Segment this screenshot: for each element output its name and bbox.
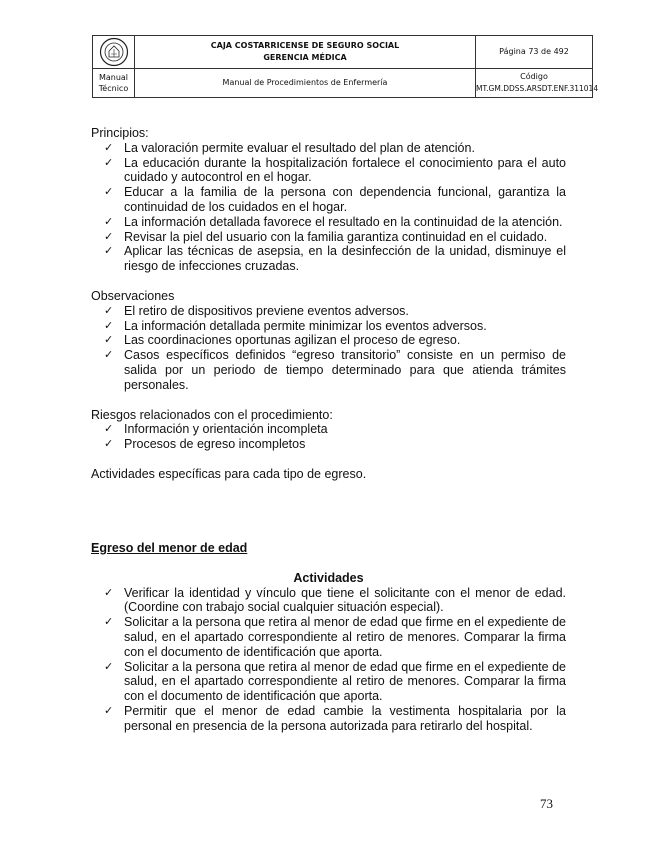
observaciones-list xyxy=(91,304,566,393)
page-number: 73 xyxy=(540,796,553,811)
list-item: ✓ Aplicar las técnicas de asepsia, en la desinfección de la unidad, disminuye el riesgo de infecciones cruzadas. xyxy=(91,244,566,274)
code-cell xyxy=(476,69,599,98)
list-item: ✓ Procesos de egreso incompletos xyxy=(91,437,566,452)
document-header xyxy=(92,35,599,98)
list-item: ✓ La información detallada favorece el resultado en la continuidad de la atención. xyxy=(91,215,566,230)
doc-type: Manual Técnico xyxy=(93,69,135,98)
list-item: ✓ Revisar la piel del usuario con la familia garantiza continuidad en el cuidado. xyxy=(91,230,566,245)
org-cell xyxy=(135,36,476,69)
dept-name: GERENCIA MÉDICA xyxy=(263,53,347,62)
actividades-heading: Actividades xyxy=(293,570,364,585)
doc-title: Manual de Procedimientos de Enfermería xyxy=(135,69,476,98)
org-name: CAJA COSTARRICENSE DE SEGURO SOCIAL xyxy=(210,41,400,50)
actividades-intro: Actividades específicas para cada tipo de egreso. xyxy=(91,466,367,481)
ccss-seal-icon xyxy=(97,37,131,67)
list-item: ✓ La información detallada permite minimizar los eventos adversos. xyxy=(91,319,566,334)
observaciones-heading: Observaciones xyxy=(91,288,175,303)
egreso-section xyxy=(91,541,566,734)
riesgos-list xyxy=(91,422,566,452)
list-item: ✓ Información y orientación incompleta xyxy=(91,422,566,437)
egreso-title: Egreso del menor de edad xyxy=(91,541,248,555)
principios-heading: Principios: xyxy=(91,126,149,140)
code-value: MT.GM.DDSS.ARSDT.ENF.311014 xyxy=(476,84,599,93)
egreso-list xyxy=(91,586,566,734)
logo-cell xyxy=(93,36,135,69)
list-item: ✓ Casos específicos definidos “egreso transitorio” consiste en un permiso de salida por un periodo de tiempo determinado para que atienda trámites personales. xyxy=(91,348,566,392)
list-item: ✓ La valoración permite evaluar el resultado del plan de atención. xyxy=(91,141,566,156)
list-item: ✓ La educación durante la hospitalización fortalece el conocimiento para el auto cuidado y autocontrol en el hogar. xyxy=(91,156,566,186)
page-of-label: Página 73 de 492 xyxy=(499,47,569,56)
code-label: Código xyxy=(520,72,548,81)
principios-list xyxy=(91,141,566,274)
list-item: ✓ Educar a la familia de la persona con dependencia funcional, garantiza la continuidad de los cuidados en el hogar. xyxy=(91,185,566,215)
page-body xyxy=(91,126,566,482)
list-item: ✓ Permitir que el menor de edad cambie la vestimenta hospitalaria por la personal en presencia de la persona autorizada para retirarlo del hospital. xyxy=(91,704,566,734)
list-item: ✓ Solicitar a la persona que retira al menor de edad que firme en el expediente de salud, en el apartado correspondiente al retiro de menores. Comparar la firma con el documento de identificación que aporta. xyxy=(91,660,566,704)
list-item: ✓ El retiro de dispositivos previene eventos adversos. xyxy=(91,304,566,319)
list-item: ✓ Verificar la identidad y vínculo que tiene el solicitante con el menor de edad. (Coordine con trabajo social cualquier situación especial). xyxy=(91,586,566,616)
page-of-cell xyxy=(476,36,593,69)
list-item: ✓ Solicitar a la persona que retira al menor de edad que firme en el expediente de salud, en el apartado correspondiente al retiro de menores. Comparar la firma con el documento de identificación que aporta. xyxy=(91,615,566,659)
list-item: ✓ Las coordinaciones oportunas agilizan el proceso de egreso. xyxy=(91,333,566,348)
riesgos-heading: Riesgos relacionados con el procedimiento: xyxy=(91,407,333,422)
